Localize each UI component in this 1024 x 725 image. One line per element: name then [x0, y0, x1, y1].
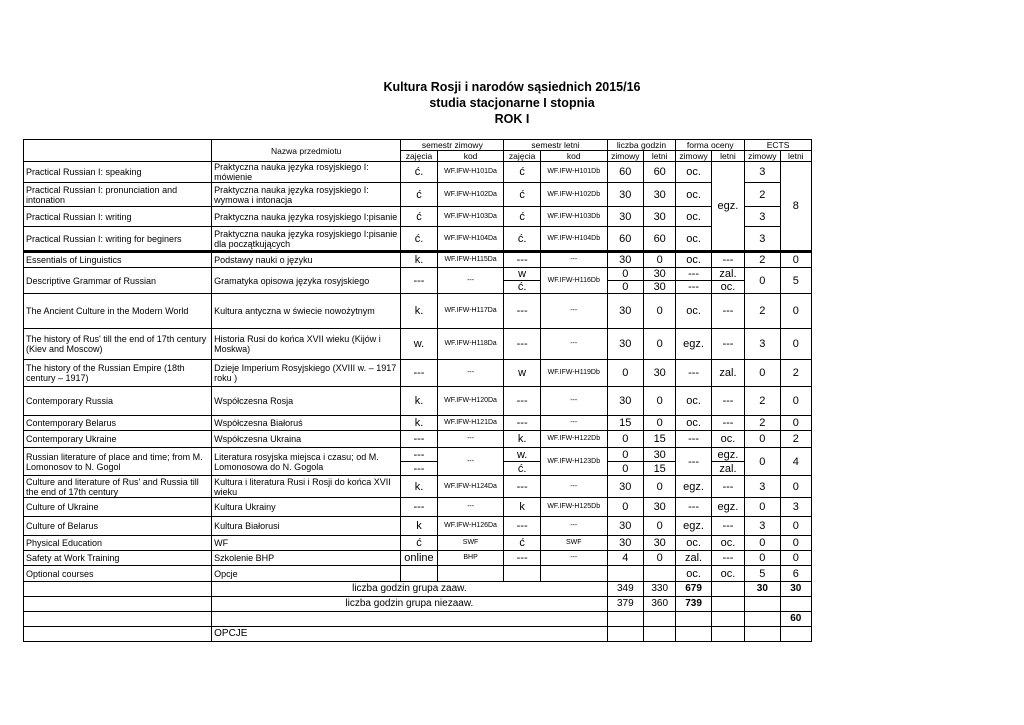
header-nazwa: Nazwa przedmiotu [212, 140, 401, 162]
course-name-pl: Współczesna Ukraina [212, 431, 401, 448]
course-name-en: Practical Russian I: pronunciation and intonation [24, 183, 212, 207]
hours-winter: 30 [607, 294, 643, 329]
hours-winter: 60 [607, 162, 643, 183]
assessment-summer: --- [711, 252, 744, 268]
header-kod: kod [437, 151, 504, 162]
course-name-en: Culture and literature of Rus' and Russia till the end of 17th century [24, 476, 212, 498]
course-name-pl: Praktyczna nauka języka rosyjskiego I:pisanie dla początkujących [212, 227, 401, 252]
advanced-hours-summer: 330 [644, 582, 676, 597]
winter-class-type: --- [401, 498, 437, 517]
course-name-en: The history of the Russian Empire (18th century – 1917) [24, 360, 212, 387]
table-row [24, 387, 812, 416]
hours-summer: 0 [644, 252, 676, 268]
course-name-pl: Historia Rusi do końca XVII wieku (Kijów i Moskwa) [212, 329, 401, 360]
assessment-winter: oc. [676, 162, 711, 183]
summer-class-type: ć. [504, 281, 540, 294]
course-name-pl: Kultura antyczna w świecie nowożytnym [212, 294, 401, 329]
course-name-en: Practical Russian I: speaking [24, 162, 212, 183]
ects-winter: 0 [745, 268, 780, 294]
opcje-label: OPCJE [212, 627, 607, 642]
hours-summer: 0 [644, 294, 676, 329]
beginner-hours-total: 739 [676, 597, 711, 612]
summer-code: --- [540, 387, 607, 416]
assessment-winter: --- [676, 268, 711, 281]
ects-summer: 0 [780, 252, 811, 268]
summer-code: --- [540, 476, 607, 498]
winter-class-type: k. [401, 387, 437, 416]
ects-summer: 0 [780, 416, 811, 431]
summer-class-type: --- [504, 476, 540, 498]
summer-code: WF.IFW-H103Db [540, 207, 607, 227]
ects-summer: 0 [780, 387, 811, 416]
assessment-winter: --- [676, 431, 711, 448]
hours-summer: 30 [644, 360, 676, 387]
winter-class-type: k. [401, 476, 437, 498]
summer-code: --- [540, 329, 607, 360]
assessment-winter: egz. [676, 476, 711, 498]
assessment-summer: oc. [711, 281, 744, 294]
winter-class-type [401, 566, 437, 582]
summary-row-beginner [24, 597, 812, 612]
hours-summer: 30 [644, 183, 676, 207]
summer-code: --- [540, 416, 607, 431]
summer-class-type: w [504, 360, 540, 387]
hours-winter: 0 [607, 448, 643, 462]
hours-winter: 0 [607, 268, 643, 281]
header-letni: letni [644, 151, 676, 162]
year-label: ROK I [494, 112, 530, 126]
course-name-pl: Dzieje Imperium Rosyjskiego (XVIII w. – 1917 roku ) [212, 360, 401, 387]
course-name-pl: Kultura i literatura Rusi i Rosji do końca XVII wieku [212, 476, 401, 498]
course-name-en: Practical Russian I: writing for beginers [24, 227, 212, 252]
assessment-winter: oc. [676, 252, 711, 268]
ects-winter: 3 [745, 517, 780, 536]
hours-winter: 30 [607, 183, 643, 207]
course-name-en: Russian literature of place and time; from M. Lomonosov to N. Gogol [24, 448, 212, 476]
winter-code: --- [437, 448, 504, 476]
summary-row-advanced [24, 582, 812, 597]
assessment-winter: oc. [676, 183, 711, 207]
assessment-winter: oc. [676, 566, 711, 582]
assessment-summer: egz. [711, 162, 744, 252]
course-name-en: Culture of Ukraine [24, 498, 212, 517]
summary-row-opcje [24, 627, 812, 642]
hours-winter: 0 [607, 281, 643, 294]
hours-winter: 30 [607, 252, 643, 268]
summer-code: WF.IFW-H104Db [540, 227, 607, 252]
assessment-summer: --- [711, 387, 744, 416]
beginner-hours-label: liczba godzin grupa niezaaw. [212, 597, 607, 612]
winter-code: SWF [437, 536, 504, 551]
winter-class-type: online [401, 551, 437, 566]
winter-code: WF.IFW-H124Da [437, 476, 504, 498]
header-forma-oceny: forma oceny [676, 140, 745, 151]
winter-class-type: ć [401, 183, 437, 207]
ects-summer: 0 [780, 476, 811, 498]
assessment-winter: egz. [676, 517, 711, 536]
winter-code: --- [437, 498, 504, 517]
hours-summer: 0 [644, 416, 676, 431]
ects-winter: 0 [745, 551, 780, 566]
assessment-winter: egz. [676, 329, 711, 360]
winter-class-type: --- [401, 360, 437, 387]
summer-code: WF.IFW-H122Db [540, 431, 607, 448]
summer-class-type: --- [504, 517, 540, 536]
table-row [24, 536, 812, 551]
summer-class-type: ć [504, 536, 540, 551]
assessment-winter: oc. [676, 416, 711, 431]
assessment-winter: zal. [676, 551, 711, 566]
summer-class-type: --- [504, 294, 540, 329]
summer-class-type: w [504, 268, 540, 281]
course-name-en: Essentials of Linguistics [24, 252, 212, 268]
assessment-winter: oc. [676, 536, 711, 551]
header-kod: kod [540, 151, 607, 162]
course-name-pl: Praktyczna nauka języka rosyjskiego I: wymowa i intonacja [212, 183, 401, 207]
winter-class-type: --- [401, 431, 437, 448]
course-name-en: Contemporary Russia [24, 387, 212, 416]
ects-summer: 3 [780, 498, 811, 517]
assessment-summer: --- [711, 329, 744, 360]
course-name-pl: Kultura Ukrainy [212, 498, 401, 517]
winter-class-type: k. [401, 294, 437, 329]
assessment-summer: zal. [711, 268, 744, 281]
ects-summer: 2 [780, 431, 811, 448]
ects-winter: 0 [745, 536, 780, 551]
ects-summer: 0 [780, 329, 811, 360]
hours-winter: 30 [607, 536, 643, 551]
beginner-hours-winter: 379 [607, 597, 643, 612]
ects-summer: 6 [780, 566, 811, 582]
course-name-pl: Gramatyka opisowa języka rosyjskiego [212, 268, 401, 294]
hours-summer: 15 [644, 431, 676, 448]
winter-code: WF.IFW-H115Da [437, 252, 504, 268]
winter-class-type: k. [401, 416, 437, 431]
assessment-summer: --- [711, 551, 744, 566]
assessment-winter: --- [676, 360, 711, 387]
hours-summer [644, 566, 676, 582]
summer-class-type: --- [504, 387, 540, 416]
header-zimowy: zimowy [607, 151, 643, 162]
document-title: Kultura Rosji i narodów sąsiednich 2015/16 [383, 80, 641, 94]
summer-code: --- [540, 252, 607, 268]
summary-row-ects [24, 612, 812, 627]
course-name-en: Contemporary Belarus [24, 416, 212, 431]
hours-summer: 0 [644, 329, 676, 360]
winter-class-type: w. [401, 329, 437, 360]
course-name-pl: Szkolenie BHP [212, 551, 401, 566]
hours-winter: 0 [607, 498, 643, 517]
winter-code: WF.IFW-H126Da [437, 517, 504, 536]
winter-code: --- [437, 360, 504, 387]
summer-class-type: ć [504, 207, 540, 227]
winter-class-type: ć [401, 536, 437, 551]
hours-summer: 30 [644, 207, 676, 227]
summer-class-type: k. [504, 431, 540, 448]
header-liczba-godzin: liczba godzin [607, 140, 676, 151]
assessment-summer: oc. [711, 431, 744, 448]
hours-winter [607, 566, 643, 582]
ects-winter: 3 [745, 476, 780, 498]
summer-class-type: --- [504, 551, 540, 566]
hours-summer: 30 [644, 498, 676, 517]
header-sem-letni: semestr letni [504, 140, 607, 151]
summer-code [540, 566, 607, 582]
hours-summer: 30 [644, 281, 676, 294]
course-name-pl: Podstawy nauki o języku [212, 252, 401, 268]
table-row [24, 416, 812, 431]
assessment-summer: egz. [711, 498, 744, 517]
summer-code: --- [540, 294, 607, 329]
course-name-en: Descriptive Grammar of Russian [24, 268, 212, 294]
table-row [24, 551, 812, 566]
assessment-winter: oc. [676, 294, 711, 329]
ects-winter: 0 [745, 360, 780, 387]
course-name-pl: Praktyczna nauka języka rosyjskiego I:pisanie [212, 207, 401, 227]
assessment-summer: --- [711, 517, 744, 536]
document-subtitle: studia stacjonarne I stopnia [429, 96, 595, 110]
advanced-hours-label: liczba godzin grupa zaaw. [212, 582, 607, 597]
table-row [24, 183, 812, 207]
ects-grand-total: 60 [780, 612, 811, 627]
winter-code: WF.IFW-H121Da [437, 416, 504, 431]
ects-winter: 3 [745, 227, 780, 252]
assessment-summer: zal. [711, 462, 744, 476]
ects-winter: 0 [745, 498, 780, 517]
ects-summer: 8 [780, 162, 811, 252]
header-letni: letni [711, 151, 744, 162]
assessment-winter: --- [676, 498, 711, 517]
header-sem-zimowy: semestr zimowy [401, 140, 504, 151]
course-name-en: The Ancient Culture in the Modern World [24, 294, 212, 329]
table-row [24, 517, 812, 536]
winter-class-type: k [401, 517, 437, 536]
hours-summer: 30 [644, 448, 676, 462]
ects-winter: 3 [745, 207, 780, 227]
summer-code: WF.IFW-H125Db [540, 498, 607, 517]
ects-winter: 3 [745, 329, 780, 360]
course-name-pl: Współczesna Rosja [212, 387, 401, 416]
ects-summer: 2 [780, 360, 811, 387]
hours-winter: 30 [607, 476, 643, 498]
table-row [24, 227, 812, 252]
table-row [24, 294, 812, 329]
assessment-winter: oc. [676, 207, 711, 227]
winter-code: WF.IFW-H102Da [437, 183, 504, 207]
table-row [24, 498, 812, 517]
assessment-summer: --- [711, 416, 744, 431]
hours-summer: 30 [644, 536, 676, 551]
header-ects: ECTS [745, 140, 812, 151]
course-name-en: Safety at Work Training [24, 551, 212, 566]
summer-code: WF.IFW-H123Db [540, 448, 607, 476]
winter-class-type: --- [401, 448, 437, 462]
ects-winter: 0 [745, 431, 780, 448]
ects-winter: 2 [745, 252, 780, 268]
hours-winter: 0 [607, 462, 643, 476]
summer-code: --- [540, 517, 607, 536]
header-zajecia: zajęcia [504, 151, 540, 162]
header-blank [24, 140, 212, 162]
header-letni: letni [780, 151, 811, 162]
winter-code: --- [437, 431, 504, 448]
hours-summer: 30 [644, 268, 676, 281]
hours-winter: 0 [607, 431, 643, 448]
hours-winter: 0 [607, 360, 643, 387]
advanced-hours-winter: 349 [607, 582, 643, 597]
winter-code: WF.IFW-H120Da [437, 387, 504, 416]
summer-class-type [504, 566, 540, 582]
summer-class-type: ć. [504, 227, 540, 252]
table-row [24, 268, 812, 281]
summer-class-type: k [504, 498, 540, 517]
beginner-hours-summer: 360 [644, 597, 676, 612]
table-row [24, 329, 812, 360]
ects-total-summer: 30 [780, 582, 811, 597]
course-name-pl: Opcje [212, 566, 401, 582]
assessment-winter: --- [676, 281, 711, 294]
table-row [24, 207, 812, 227]
hours-summer: 60 [644, 162, 676, 183]
course-name-en: The history of Rus' till the end of 17th century (Kiev and Moscow) [24, 329, 212, 360]
course-name-pl: Literatura rosyjska miejsca i czasu; od M. Lomonosowa do N. Gogola [212, 448, 401, 476]
winter-code [437, 566, 504, 582]
summer-code: SWF [540, 536, 607, 551]
summer-class-type: ć. [504, 462, 540, 476]
winter-class-type: --- [401, 462, 437, 476]
ects-summer: 0 [780, 517, 811, 536]
ects-total-winter: 30 [745, 582, 780, 597]
ects-winter: 2 [745, 183, 780, 207]
course-name-pl: Współczesna Białoruś [212, 416, 401, 431]
course-name-en: Practical Russian I: writing [24, 207, 212, 227]
hours-winter: 4 [607, 551, 643, 566]
summer-code: WF.IFW-H119Db [540, 360, 607, 387]
summer-code: WF.IFW-H101Db [540, 162, 607, 183]
winter-class-type: --- [401, 268, 437, 294]
assessment-summer: --- [711, 476, 744, 498]
winter-code: --- [437, 268, 504, 294]
course-name-pl: Kultura Białorusi [212, 517, 401, 536]
assessment-winter: --- [676, 448, 711, 476]
ects-winter: 2 [745, 294, 780, 329]
header-zajecia: zajęcia [401, 151, 437, 162]
header-zimowy: zimowy [676, 151, 711, 162]
winter-class-type: ć [401, 207, 437, 227]
course-name-en: Culture of Belarus [24, 517, 212, 536]
summer-class-type: --- [504, 416, 540, 431]
ects-winter: 3 [745, 162, 780, 183]
assessment-summer: --- [711, 294, 744, 329]
winter-code: WF.IFW-H103Da [437, 207, 504, 227]
table-row [24, 566, 812, 582]
summer-code: WF.IFW-H116Db [540, 268, 607, 294]
assessment-summer: egz. [711, 448, 744, 462]
summer-code: --- [540, 551, 607, 566]
course-name-pl: Praktyczna nauka języka rosyjskiego I: mówienie [212, 162, 401, 183]
course-name-en: Contemporary Ukraine [24, 431, 212, 448]
hours-winter: 30 [607, 517, 643, 536]
assessment-summer: zal. [711, 360, 744, 387]
ects-summer: 4 [780, 448, 811, 476]
winter-class-type: ć. [401, 162, 437, 183]
course-name-en: Physical Education [24, 536, 212, 551]
hours-summer: 0 [644, 517, 676, 536]
winter-code: WF.IFW-H101Da [437, 162, 504, 183]
ects-winter: 2 [745, 416, 780, 431]
hours-summer: 0 [644, 551, 676, 566]
ects-summer: 5 [780, 268, 811, 294]
summer-class-type: w. [504, 448, 540, 462]
assessment-winter: oc. [676, 387, 711, 416]
winter-code: BHP [437, 551, 504, 566]
hours-winter: 30 [607, 387, 643, 416]
summer-code: WF.IFW-H102Db [540, 183, 607, 207]
summer-class-type: ć [504, 162, 540, 183]
winter-class-type: ć. [401, 227, 437, 252]
hours-summer: 0 [644, 476, 676, 498]
winter-code: WF.IFW-H117Da [437, 294, 504, 329]
advanced-hours-total: 679 [676, 582, 711, 597]
course-name-en: Optional courses [24, 566, 212, 582]
assessment-summer: oc. [711, 566, 744, 582]
ects-summer: 0 [780, 551, 811, 566]
table-row [24, 448, 812, 462]
hours-winter: 15 [607, 416, 643, 431]
table-row [24, 162, 812, 183]
hours-winter: 30 [607, 207, 643, 227]
hours-winter: 60 [607, 227, 643, 252]
summer-class-type: ć [504, 183, 540, 207]
summer-class-type: --- [504, 329, 540, 360]
ects-winter: 0 [745, 448, 780, 476]
hours-summer: 0 [644, 387, 676, 416]
course-name-pl: WF [212, 536, 401, 551]
assessment-winter: oc. [676, 227, 711, 252]
ects-winter: 5 [745, 566, 780, 582]
summer-class-type: --- [504, 252, 540, 268]
table-row [24, 360, 812, 387]
curriculum-table [23, 139, 812, 642]
assessment-summer: oc. [711, 536, 744, 551]
table-row [24, 252, 812, 268]
table-row [24, 476, 812, 498]
ects-summer: 0 [780, 536, 811, 551]
header-zimowy: zimowy [745, 151, 780, 162]
winter-class-type: k. [401, 252, 437, 268]
winter-code: WF.IFW-H118Da [437, 329, 504, 360]
winter-code: WF.IFW-H104Da [437, 227, 504, 252]
hours-summer: 60 [644, 227, 676, 252]
table-row [24, 431, 812, 448]
hours-winter: 30 [607, 329, 643, 360]
ects-summer: 0 [780, 294, 811, 329]
ects-winter: 2 [745, 387, 780, 416]
hours-summer: 15 [644, 462, 676, 476]
